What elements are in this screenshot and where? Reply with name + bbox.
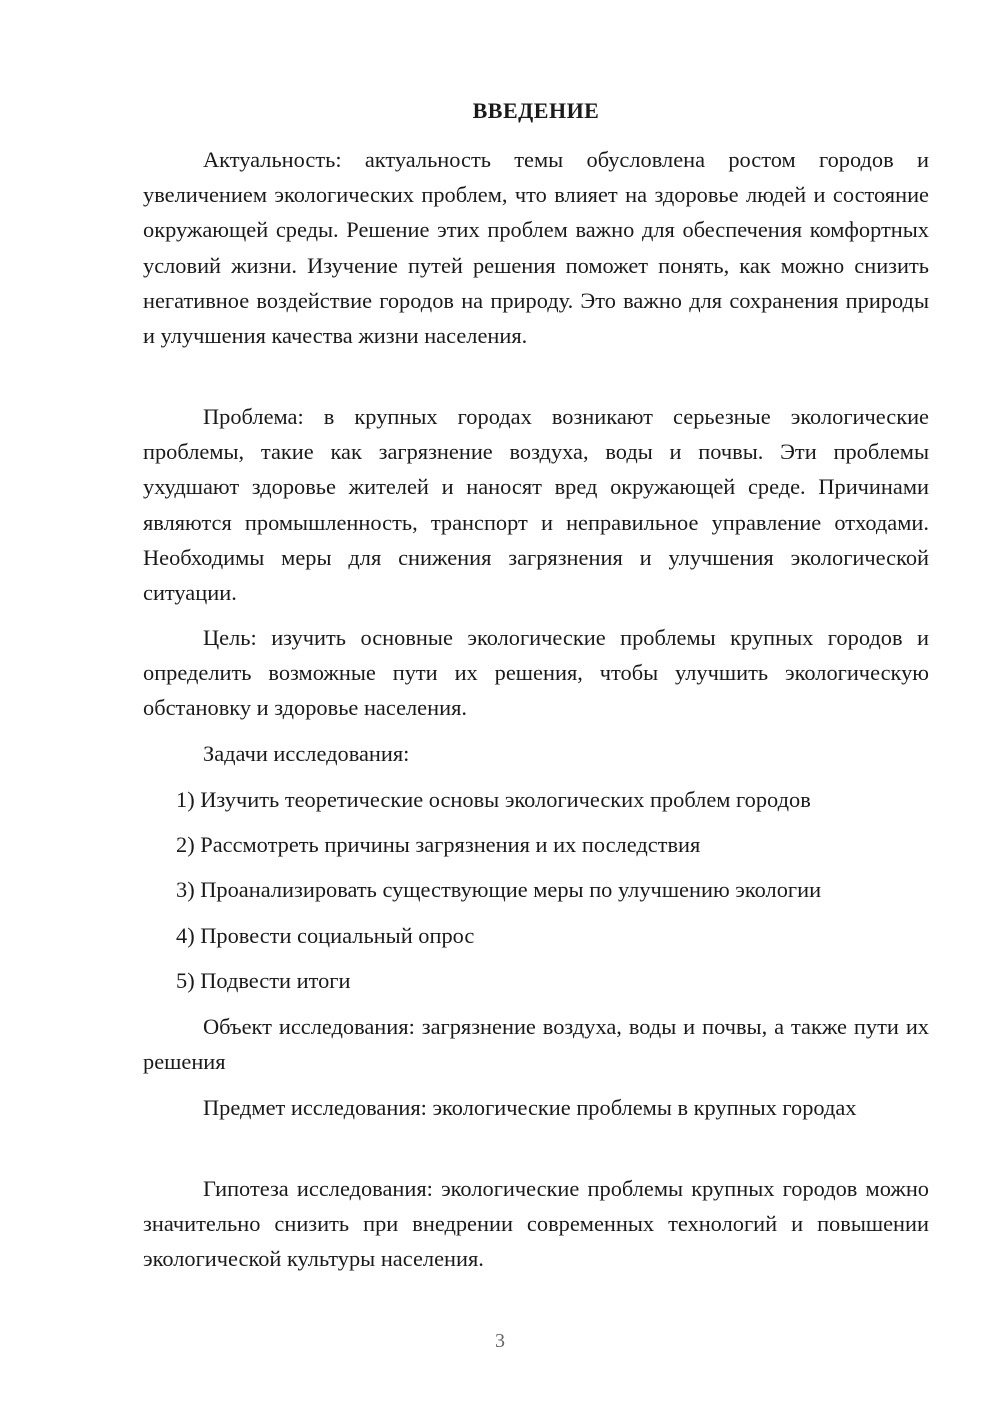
task-item-2: 2) Рассмотреть причины загрязнения и их последствия: [176, 832, 701, 857]
task-item-5: 5) Подвести итоги: [176, 968, 351, 993]
paragraph-object: Объект исследования: загрязнение воздуха, воды и почвы, а также пути их решения: [143, 1014, 929, 1075]
paragraph-problem: Проблема: в крупных городах возникают серьезные экологические проблемы, такие как загрязнение воздуха, воды и почвы. Эти проблемы ухудшают здоровье жителей и наносят вред окружающей среде. Причинами являются промышленность, транспорт и неправильное управление отходами. Необходимы меры для снижения загрязнения и улучшения экологической ситуации.: [143, 404, 929, 606]
paragraph-goal: Цель: изучить основные экологические проблемы крупных городов и определить возможные пути их решения, чтобы улучшить экологическую обстановку и здоровье населения.: [143, 625, 929, 721]
task-item-3: 3) Проанализировать существующие меры по улучшению экологии: [176, 877, 822, 902]
section-title: ВВЕДЕНИЕ: [472, 98, 600, 123]
paragraph-subject: Предмет исследования: экологические проблемы в крупных городах: [203, 1095, 857, 1120]
page-number: 3: [495, 1330, 505, 1352]
paragraph-hypothesis: Гипотеза исследования: экологические проблемы крупных городов можно значительно снизить при внедрении современных технологий и повышении экологической культуры населения.: [143, 1176, 929, 1272]
paragraph-relevance: Актуальность: актуальность темы обусловлена ростом городов и увеличением экологических проблем, что влияет на здоровье людей и состояние окружающей среды. Решение этих проблем важно для обеспечения комфортных условий жизни. Изучение путей решения поможет понять, как можно снизить негативное воздействие городов на природу. Это важно для сохранения природы и улучшения качества жизни населения.: [143, 147, 929, 349]
tasks-heading: Задачи исследования:: [203, 741, 410, 766]
task-item-4: 4) Провести социальный опрос: [176, 923, 475, 948]
task-item-1: 1) Изучить теоретические основы экологических проблем городов: [176, 787, 811, 812]
